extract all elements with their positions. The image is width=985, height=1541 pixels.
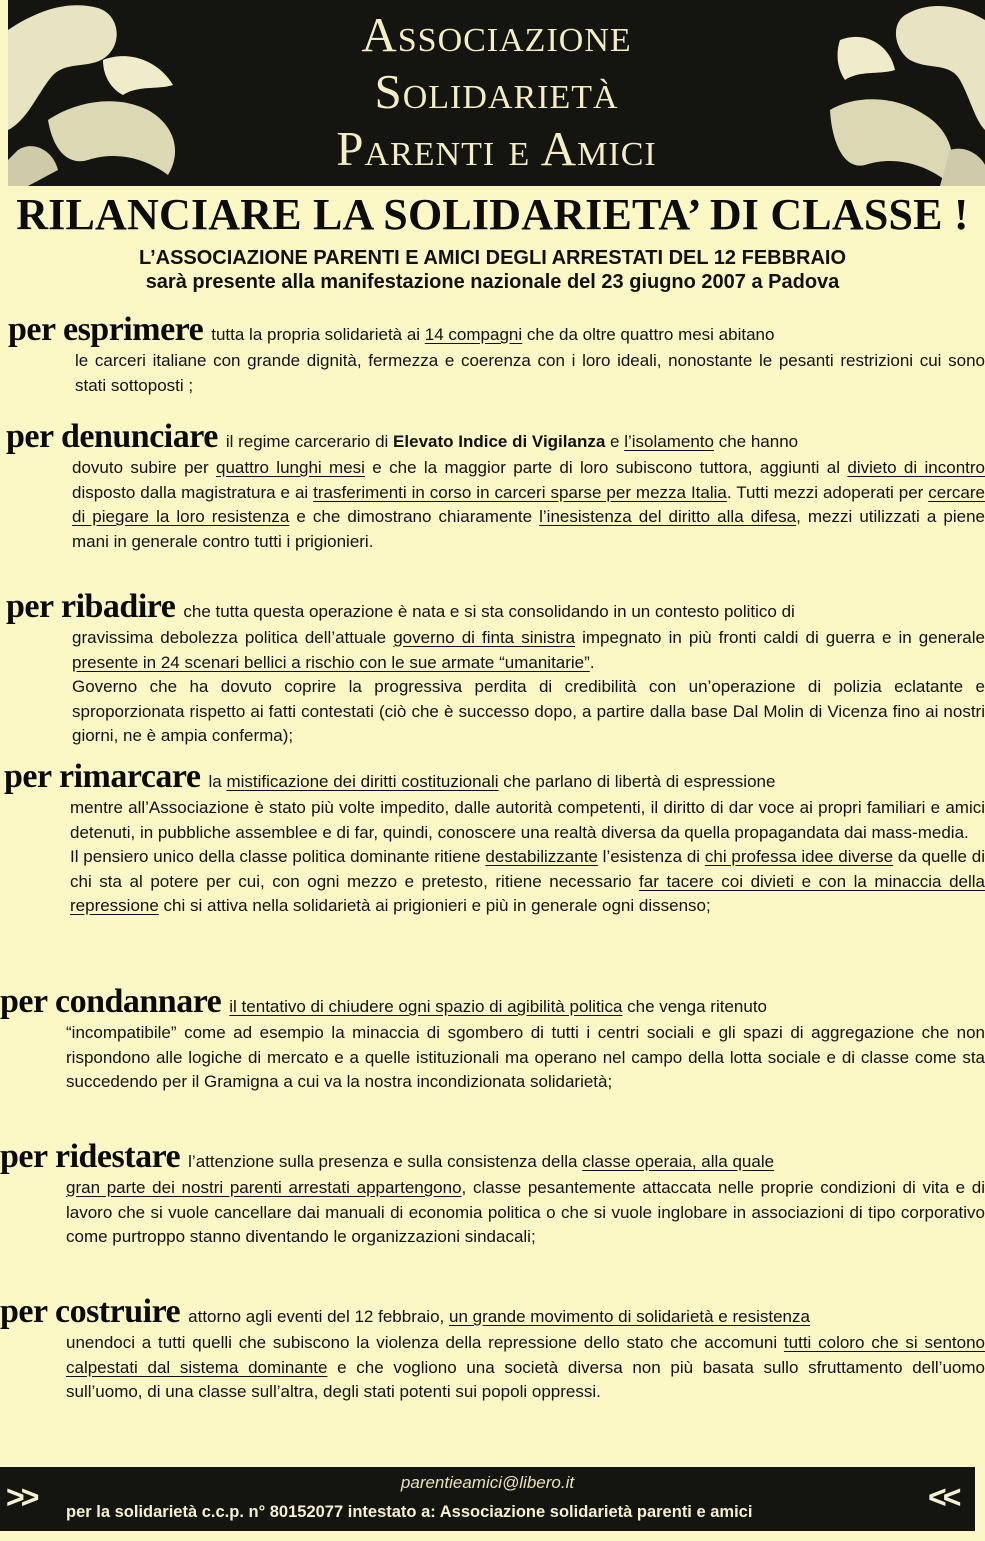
hands-illustration-right: [810, 0, 985, 186]
contact-email[interactable]: parentieamici@libero.it: [400, 1473, 575, 1492]
title-line-3: Parenti e Amici: [336, 121, 657, 176]
verb-ridestare: per ridestare: [0, 1138, 181, 1175]
paragraph-body: dovuto subire per quattro lunghi mesi e che la maggior parte di loro subiscono tuttora, aggiunti al divieto di incontro disposto dalla magistratura e ai trasferimenti in corso in carceri sparse per mezza Italia. Tutti mezzi adoperati per cercare di piegare la loro resistenza e che dimostrano chiaramente l’inesistenza del diritto alla difesa, mezzi utilizzati a piene mani in generale contro tutti i prigionieri.: [72, 458, 985, 551]
paragraph-ribadire: per ribadire che tutta questa operazione è nata e si sta consolidando in un contesto politico di gravissima debolezza politica dell’attuale governo di finta sinistra impegnato in più fronti caldi di guerra e in generale presente in 24 scenari bellici a rischio con le sue armate “umanitarie”. Governo che ha dovuto coprire la progressiva perdita di credibilità con un’operazione di polizia eclatante e sproporzionata rispetto ai fatti contestati (ciò che è successo dopo, a partire dalla base Dal Molin di Vicenza fino ai nostri giorni, ne è ampia conferma);: [0, 595, 985, 749]
intro-line-1: L’ASSOCIAZIONE PARENTI E AMICI DEGLI ARRESTATI DEL 12 FEBBRAIO: [138, 247, 847, 269]
paragraph-costruire: per costruire attorno agli eventi del 12 febbraio, un grande movimento di solidarietà e resistenza unendoci a tutti quelli che subiscono la violenza della repressione dello stato che accomuni tutti coloro che si sentono calpestati dal sistema dominante e che vogliono una società diversa non più basata sullo sfruttamento dell’uomo sull’uomo, di una classe sull’altra, degli stati potenti sui popoli oppressi.: [0, 1300, 985, 1405]
paragraph-condannare: per condannare il tentativo di chiudere ogni spazio di agibilità politica che venga ritenuto “incompatibile” come ad esempio la minaccia di sgombero di tutti i centri sociali e gli spazi di aggregazione che non rispondono alle logiche di mercato e a quelle istituzionali ma operano nel campo della lotta sociale e di classe come sta succedendo per il Gramigna a cui va la nostra incondizionata solidarietà;: [0, 990, 985, 1095]
association-name: [183, 6, 810, 177]
verb-costruire: per costruire: [0, 1293, 181, 1330]
verb-condannare: per condannare: [0, 983, 222, 1020]
title-line-2: Solidarietà: [374, 64, 619, 119]
verb-rimarcare: per rimarcare: [4, 758, 201, 795]
verb-denunciare: per denunciare: [6, 418, 218, 455]
paragraph-denunciare: per denunciare il regime carcerario di Elevato Indice di Vigilanza e l’isolamento che hanno dovuto subire per quattro lunghi mesi e che la maggior parte di loro subiscono tuttora, aggiunti al divieto di incontro disposto dalla magistratura e ai trasferimenti in corso in carceri sparse per mezza Italia. Tutti mezzi adoperati per cercare di piegare la loro resistenza e che dimostrano chiaramente l’inesistenza del diritto alla difesa, mezzi utilizzati a piene mani in generale contro tutti i prigionieri.: [0, 425, 985, 554]
postal-account-line: per la solidarietà c.c.p. n° 80152077 intestato a: Associazione solidarietà parenti e amici: [66, 1503, 753, 1521]
paragraph-ridestare: per ridestare l’attenzione sulla presenza e sulla consistenza della classe operaia, alla quale gran parte dei nostri parenti arrestati appartengono, classe pesantemente attaccata nelle proprie condizioni di vita e di lavoro che si vuole cancellare dai manuali di economia politica o che si vuole inglobare in associazioni di tipo corporativo come purtroppo stanno diventando le organizzazioni sindacali;: [0, 1145, 985, 1250]
footer-banner: [0, 1467, 975, 1531]
header-banner: [8, 0, 985, 186]
paragraph-body: gran parte dei nostri parenti arrestati appartengono, classe pesantemente attaccata nelle proprie condizioni di vita e di lavoro che si vuole cancellare dai manuali di economia politica o che si vuole inglobare in associazioni di tipo corporativo come purtroppo stanno diventando le organizzazioni sindacali;: [66, 1178, 985, 1246]
main-headline: RILANCIARE LA SOLIDARIETA’ DI CLASSE !: [16, 190, 969, 239]
paragraph-rimarcare: per rimarcare la mistificazione dei diritti costituzionali che parlano di libertà di espressione mentre all’Associazione è stato più volte impedito, dalle autorità competenti, il diritto di dar voce ai propri familiari e amici detenuti, in pubbliche assemblee e di far, quindi, conoscere una realtà diversa da quella propagandata dai mass-media. Il pensiero unico della classe politica dominante ritiene destabilizzante l’esistenza di chi professa idee diverse da quelle di chi sta al potere per cui, con ogni mezzo e pretesto, ritiene necessario far tacere coi divieti e con la minaccia della repressione chi si attiva nella solidarietà ai prigionieri e più in generale ogni dissenso;: [0, 765, 985, 919]
paragraph-body: unendoci a tutti quelli che subiscono la violenza della repressione dello stato che accomuni tutti coloro che si sentono calpestati dal sistema dominante e che vogliono una società diversa non più basata sullo sfruttamento dell’uomo sull’uomo, di una classe sull’altra, degli stati potenti sui popoli oppressi.: [66, 1333, 985, 1401]
verb-ribadire: per ribadire: [6, 588, 176, 625]
paragraph-body: “incompatibile” come ad esempio la minaccia di sgombero di tutti i centri sociali e gli spazi di aggregazione che non rispondono alle logiche di mercato e a quelle istituzionali ma operano nel campo della lotta sociale e di classe come sta succedendo per il Gramigna a cui va la nostra incondizionata solidarietà;: [66, 1023, 985, 1091]
paragraph-body: le carceri italiane con grande dignità, fermezza e coerenza con i loro ideali, nonostante le pesanti restrizioni cui sono stati sottoposti ;: [75, 351, 985, 395]
verb-esprimere: per esprimere: [8, 311, 204, 348]
intro-line-2: sarà presente alla manifestazione nazionale del 23 giugno 2007 a Padova: [145, 271, 840, 293]
title-line-1: Associazione: [361, 7, 632, 62]
intro-block: [0, 246, 985, 294]
double-arrow-left-icon: <<: [928, 1479, 958, 1515]
paragraph-body: mentre all’Associazione è stato più volte impedito, dalle autorità competenti, il diritto di dar voce ai propri familiari e amici detenuti, in pubbliche assemblee e di far, quindi, conoscere una realtà diversa da quella propagandata dai mass-media. Il pensiero unico della classe politica dominante ritiene destabilizzante l’esistenza di chi professa idee diverse da quelle di chi sta al potere per cui, con ogni mezzo e pretesto, ritiene necessario far tacere coi divieti e con la minaccia della repressione chi si attiva nella solidarietà ai prigionieri e più in generale ogni dissenso;: [70, 798, 985, 915]
hands-illustration-left: [8, 0, 183, 186]
double-arrow-right-icon: >>: [6, 1479, 36, 1515]
paragraph-body: gravissima debolezza politica dell’attuale governo di finta sinistra impegnato in più fronti caldi di guerra e in generale presente in 24 scenari bellici a rischio con le sue armate “umanitarie”. Governo che ha dovuto coprire la progressiva perdita di credibilità con un’operazione di polizia eclatante e sproporzionata rispetto ai fatti contestati (ciò che è successo dopo, a partire dalla base Dal Molin di Vicenza fino ai nostri giorni, ne è ampia conferma);: [72, 628, 985, 745]
paragraph-esprimere: per esprimere tutta la propria solidarietà ai 14 compagni che da oltre quattro mesi abitano le carceri italiane con grande dignità, fermezza e coerenza con i loro ideali, nonostante le pesanti restrizioni cui sono stati sottoposti ;: [0, 318, 985, 398]
